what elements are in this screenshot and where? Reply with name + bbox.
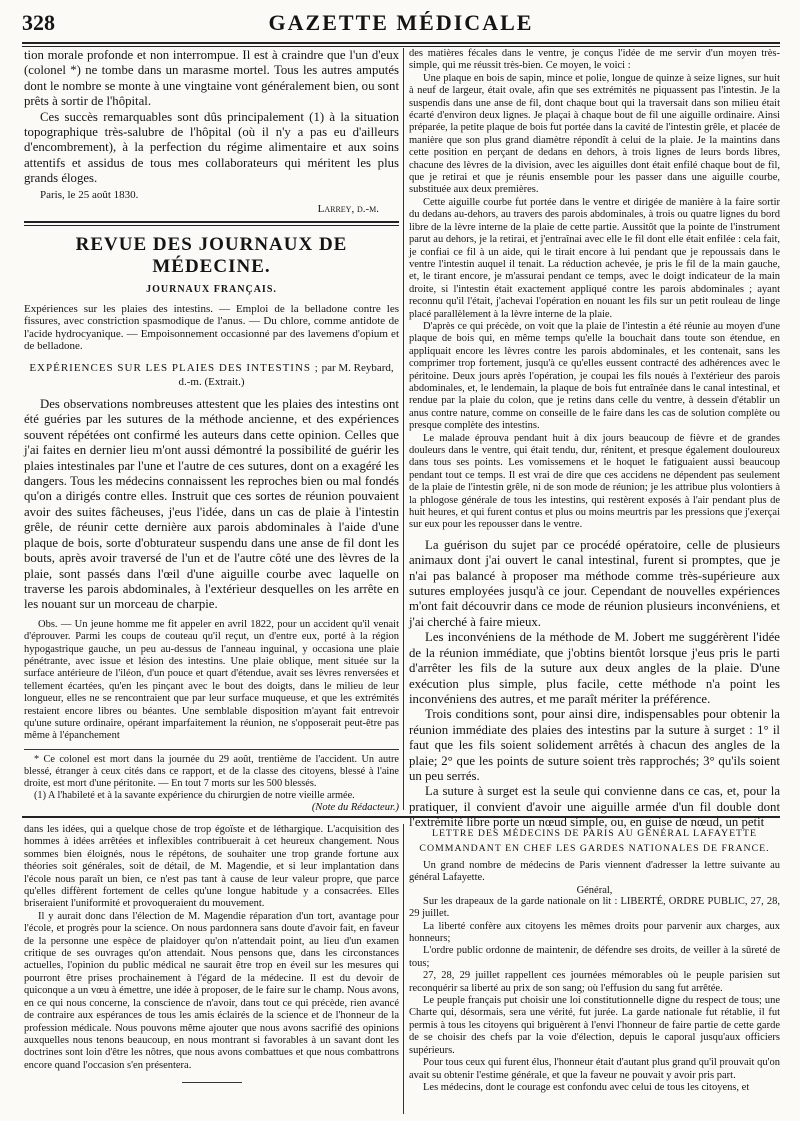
place-date: Paris, le 25 août 1830.: [40, 188, 139, 201]
page-header: [22, 10, 780, 40]
right-top-column: [409, 48, 780, 830]
letter-salutation: Général,: [576, 884, 613, 896]
letter-intro: Un grand nombre de médecins de Paris viennent d'adresser la lettre suivante au général Lafayette.: [409, 860, 780, 884]
small-paragraph: Cette aiguille courbe fut portée dans le ventre et dirigée de manière à la faire sortir du dedans au-dehors, au travers des parois abdominales, à trois ou quatre lignes du bord libre de la lèvre interne de la plaie de cette partie. Aussitôt que la pointe de l'instrument parut au dehors, je la retirai, et j'entraînai avec elle le fil dont elle était enfilée : cela fait, je confiai ce fil à un aide, qui le tirait encore à lui pendant que je repoussais dans le ventre l'intestin auquel il tenait. La réduction achevée, je pris le fil de la main gauche, et, le tirant encore, je m'assurai pendant ce temps, avec le doigt indicateur de la main droite, si l'intestin était exactement appliqué contre les parois abdominales ; ayant reconnu qu'il l'était, j'achevai l'opération en nouant les fils sur un petit rouleau de linge placé parallèlement à la lèvre interne de la plaie.: [409, 196, 780, 320]
intro-paragraph: Ces succès remarquables sont dûs principalement (1) à la situation topographique très-salubre de l'hôpital (où il n'y a pas eu d'ailleurs d'encombrement), à la perfection du régime alimentaire et aux soins attentifs et assidus de tous mes collaborateurs qui méritent les plus grands éloges.: [24, 109, 399, 186]
letter-paragraph: Pour tous ceux qui furent élus, l'honneur était d'autant plus grand qu'il prouvait qu'on avait su obtenir l'estime générale, et que la faveur ne pouvait y avoir pris part.: [409, 1057, 780, 1081]
letter-title: LETTRE DES MÉDECINS DE PARIS AU GÉNÉRAL LAFAYETTE COMMANDANT EN CHEF LES GARDES NATIONALES DE FRANCE.: [419, 828, 770, 854]
small-paragraph: D'après ce qui précède, on voit que la plaie de l'intestin a été réunie au moyen d'une plaque de bois qui, en même temps qu'elle la bouchait dans toute son étendue, en appliquait encore les lèvres contre les parois abdominales, et les contenait, sans les comprimer trop fortement, jusqu'à ce qu'elles eussent contracté des adhérences avec le péritoine. Deux jours après l'opération, je coupai les fils noués à l'extérieur des parois abdominales, et, le lendemain, la plaque de bois fut entraînée dans le canal intestinal, et rendue par la plaie du colon, que je retins dans celle du ventre, à dessein d'établir un anus contre nature, comme on conseille de le faire dans les cas de solution complète ou presque complète des intestins.: [409, 320, 780, 432]
article-title-text: EXPÉRIENCES SUR LES PLAIES DES INTESTINS ;: [29, 362, 319, 375]
article-title: [24, 361, 399, 389]
letter-paragraph: Les médecins, dont le courage est confondu avec celui de tous les citoyens, et: [423, 1081, 750, 1093]
right-bottom-column: [409, 824, 780, 1114]
body-paragraph: Des observations nombreuses attestent que les plaies des intestins ont été guéries par les sutures de la méthode ancienne, et des expériences souvent répétées ont confirmé les auteurs dans cette opinion. Celles que j'ai faites en dernier lieu m'ont aussi démontré la possibilité de guérir les plaies intestinales par l'une et l'autre de ces sutures, dont on a exagéré les dangers. Tous les médecins connaissent les reproches bien ou mal fondés qu'on a dirigés contre elles. Instruit que ces sortes de réunion pouvaient avoir des suites fâcheuses, j'eus l'idée, dans un cas de plaie à l'intestin grêle, de réunir cette dernière aux parois abdominales à l'aide d'une plaque de bois, sorte d'obturateur suspendu dans une anse de fil dont les bouts, après avoir traversé de l'un et de l'autre côté une des lèvres de la plaie, sont passés dans l'œil d'une aiguille courbe avec laquelle on traverse les parois abdominales, à l'extérieur desquelles on les arrête en les nouant sur un morceau de charpie.: [24, 397, 399, 612]
section-divider: [22, 816, 780, 818]
revue-title: REVUE DES JOURNAUX DE MÉDECINE.: [75, 233, 348, 277]
journaux-subhead: JOURNAUX FRANÇAIS.: [146, 283, 277, 295]
large-paragraph: La suture à surget est la seule qui convienne dans ce cas, et, pour la pratiquer, il convient d'avoir une aiguille armée d'un fil double dont l'extrémité libre porte un nœud simple, ou, en guise de nœud, un petit: [409, 784, 780, 830]
observation-paragraph: Obs. — Un jeune homme me fit appeler en avril 1822, pour un accident qu'il venait d'éprouver. Parmi les coups de couteau qu'il reçut, un d'entre eux, porté à la région hypogastrique gauche, un peu au-dessus de l'anneau inguinal, y occasiona une plaie pénétrante, avec issue et lésion des intestins. Une plaie oblique, ment située sur la surface antérieure de l'iléon, d'un pouce et quart d'étendue, avait ses lèvres renversées et tellement écartées, qu'en les pinçant avec le bout des doigts, dans le milieu de leur longueur, elles ne se rencontraient que par leur surface muqueuse, et que les extrémités restaient encore libres ou béantes. Une semblable disposition m'ayant fait entrevoir qu'une suture ordinaire, opérant imparfaitement la réunion, ne s'opposerait peut-être pas même à l'épanchement: [24, 618, 399, 742]
header-rule: [22, 42, 780, 47]
column-divider-bottom: [403, 824, 404, 1114]
letter-paragraph: La liberté confère aux citoyens les mêmes droits pour parvenir aux charges, aux honneurs;: [409, 920, 780, 945]
letter-paragraph: Le peuple français put choisir une loi constitutionnelle digne du respect de tous; une Charte qui, désormais, sera une vérité, fut jurée. La garde nationale fut rétablie, il fut permis à tous les citoyens qui briguèrent à l'envi l'honneur de faire partie de cette garde de se choisir des chefs par la voie d'élection, depuis le caporal jusqu'aux officiers supérieurs.: [409, 995, 780, 1056]
letter-paragraph: 27, 28, 29 juillet rappellent ces journées mémorables où le peuple parisien sut reconquérir sa liberté au prix de son sang; où l'effusion du sang fut arrêtée.: [409, 970, 780, 994]
signature: Larrey, d.-m.: [317, 202, 379, 215]
article-paragraph: dans les idées, qui a quelque chose de trop égoïste et de léthargique. L'acquisition des hommes à idées arrêtées et inflexibles contribuerait à cet heureux changement. Nous sommes bien éloignés, nous le répétons, de souhaiter une trop grande fortune aux théories soit générales, soit de détail, de M. Magendie, et si leur implantation dans l'école nous paraît un bien, ce n'est pas tant à cause de leur valeur propre, que parce qu'elles diffèrent fortement de celles qu'une longue habitude y a consacrées. Elles briseraient l'uniformité et provoqueraient du mouvement.: [24, 824, 399, 910]
section-rule: [24, 221, 399, 226]
small-paragraph: Une plaque en bois de sapin, mince et polie, longue de quinze à seize lignes, sur huit à neuf de largeur, était ovale, afin que ses extrémités ne piquassent pas l'intestin. Je la suspendis dans une anse de fil, dont chaque bout qui la traversait dans son milieu était écarté d'environ deux lignes. Je plaçai à chaque bout de fil une aiguille ordinaire. Ainsi préparée, la petite plaque de bois fut portée dans la cavité de l'intestin grêle, et placée de manière que son plus grand diamètre répondît à celui de la plaie. Je la maintins dans cette position en perçant de dedans en dehors, à trois lignes de leurs bords libres, chacune des lèvres de la division, avec les aiguilles dont était enfilé chaque bout de fil, que je retirai et que je réunis ensemble pour les passer dans une aiguille courbe, substituée aux deux premières.: [409, 72, 780, 196]
letter-paragraph: L'ordre public ordonne de maintenir, de défendre ses droits, de veiller à la sûreté de tous;: [409, 945, 780, 969]
article-summary: Expériences sur les plaies des intestins. — Emploi de la belladone contre les fissures, avec constriction spasmodique de l'anus. — Du chlore, comme antidote de l'acide hydrocyanique. — Empoisonnement occasionné par des lavemens d'opium et de belladone.: [24, 302, 399, 353]
footnote-colonel: * Ce colonel est mort dans la journée du 29 août, trentième de l'accident. Un autre blessé, étranger à ceux cités dans ce rapport, et de la classe des citoyens, blessé à l'aine droite, est mort d'une péritonite. — En tout 7 morts sur les 500 blessés.: [24, 753, 399, 789]
large-paragraph: Les inconvéniens de la méthode de M. Jobert me suggérèrent l'idée de la réunion immédiate, que j'obtins bientôt lorsque j'eus pris le parti d'arrêter les fils de la suture aux deux angles de la plaie. D'une exécution plus simple, plus facile, cette méthode n'a point les inconvéniens des autres, et me paraît mériter la préférence.: [409, 630, 780, 706]
page-number: 328: [22, 10, 55, 35]
journal-title: GAZETTE MÉDICALE: [268, 10, 534, 35]
left-bottom-column: [24, 824, 399, 1114]
small-paragraph: des matières fécales dans le ventre, je conçus l'idée de me servir d'un moyen très-simple, qui me réussit très-bien. Ce moyen, le voici :: [409, 48, 780, 72]
article-paragraph: Il y aurait donc dans l'élection de M. Magendie réparation d'un tort, avantage pour l'école, et progrès pour la science. On nous pardonnera sans doute d'avoir fait, en faveur de la personne une espèce de plaidoyer qu'on n'attendait point, au lieu d'un examen critique de ses ouvrages qu'on attendait. Nous pensons que, dans les circonstances actuelles, l'opinion du public médical ne saurait être trop en éveil sur les mesures qui pourront être prises prochainement à l'égard de la médecine. Il est du devoir de quiconque a un vœu à émettre, une idée à proposer, de le faire sur le champ. Nous avons, en ce qui nous concerne, la conscience de n'avoir, dans tout ce qui précède, rien avancé de contraire aux espérances de tous les amis éclairés de la science et de l'honneur de la profession médicale. Nous pouvons même ajouter que nous avons sacrifié des opinions auxquelles nous tenons beaucoup, en nous montrant si favorables à un savant dont les doctrines sont loin d'être les nôtres, que nous avons combattues et que nous combattrons encore quand l'occasion s'en présentera.: [24, 910, 399, 1071]
large-paragraph: La guérison du sujet par ce procédé opératoire, celle de plusieurs animaux dont j'ai ouvert le canal intestinal, furent si promptes, que je n'ai pas balancé à proposer ma méthode comme très-supérieure aux sutures employées jusqu'à ce jour. Cependant de nouvelles expériences m'ont fait découvrir dans ce mode de réunion plusieurs inconvéniens, et j'ai cherché à faire mieux.: [409, 537, 780, 629]
large-paragraph: Trois conditions sont, pour ainsi dire, indispensables pour obtenir la réunion immédiate des plaies des intestins par la suture à surget : 1° il faut que les fils soient solidement arrêtés à chacun des angles de la plaie; 2° que les points de suture soient très rapprochés; 3° qu'ils soient un peu serrés.: [409, 707, 780, 783]
footnotes: [24, 749, 399, 813]
column-divider: [403, 48, 404, 810]
left-top-column: [24, 48, 399, 813]
editor-note: (Note du Rédacteur.): [311, 801, 399, 813]
small-paragraph: Le malade éprouva pendant huit à dix jours beaucoup de fièvre et de grandes douleurs dans le ventre, qui était tendu, dur, rénitent, et presque également douloureux dans tous ses points. Les vomissemens et le hoquet le fatiguaient aussi beaucoup pendant tout ce temps. Il est vrai de dire que ces accidens ne dépendent pas seulement de la plaie de l'intestin grêle, ni de son mode de réunion; je les attribue plus volontiers à la phlogose générale de tous les intestins, qui restèrent exposés à l'air pendant plus de huit heures, et qui furent contus et plus ou moins meurtris par les pressions que j'exerçai sur eux pour les repousser dans le ventre.: [409, 432, 780, 531]
article-author: par M. Reybard, d.-m. (Extrait.): [178, 362, 394, 389]
intro-paragraph: tion morale profonde et non interrompue. Il est à craindre que l'un d'eux (colonel *) ne tombe dans un marasme mortel. Tous les autres amputés dont le nombre se monte à une vingtaine vont généralement bien, ou sont prêts à sortir de l'hôpital.: [24, 48, 399, 109]
letter-paragraph: Sur les drapeaux de la garde nationale on lit : LIBERTÉ, ORDRE PUBLIC, 27, 28, 29 juillet.: [409, 895, 780, 920]
end-rule: [182, 1082, 242, 1083]
footnote-1: (1) A l'habileté et à la savante expérience du chirurgien de notre vieille armée.: [34, 789, 355, 801]
